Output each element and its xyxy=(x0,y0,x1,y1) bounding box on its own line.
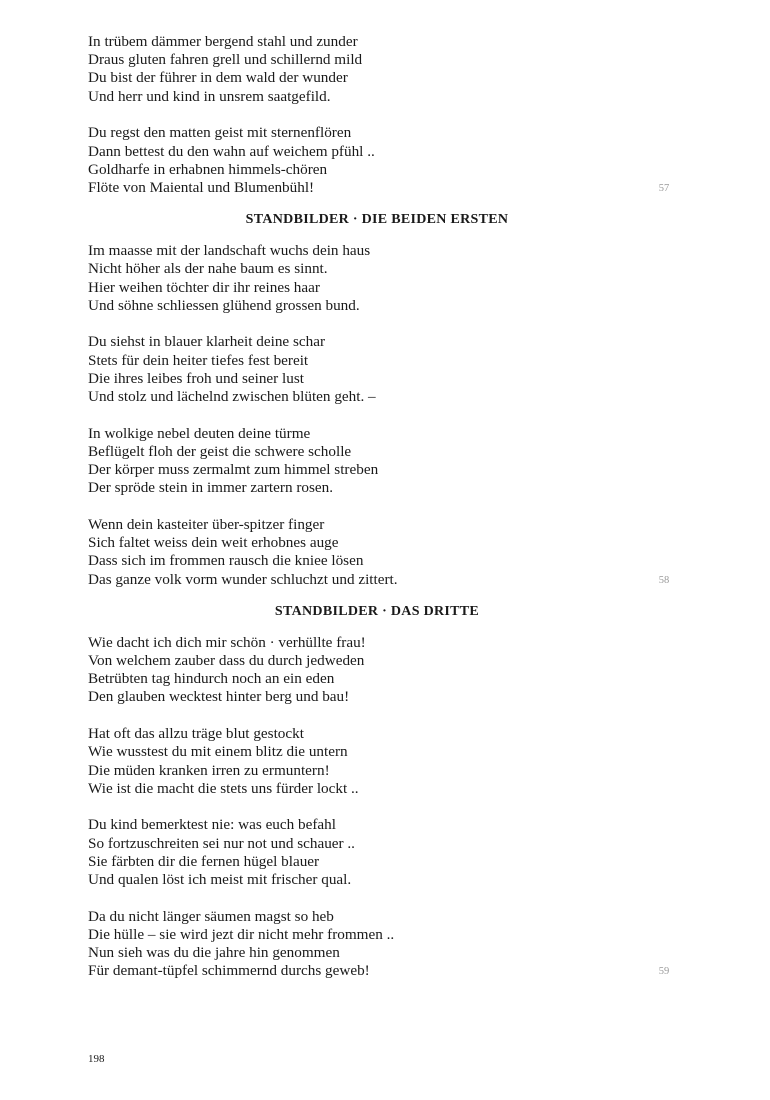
verse-line: Und qualen löst ich meist mit frischer qual. xyxy=(88,871,352,888)
verse-line: Dann bettest du den wahn auf weichem pfühl .. xyxy=(88,142,375,160)
page-number: 198 xyxy=(88,1053,105,1065)
verse-line: Betrübten tag hindurch noch an ein eden xyxy=(88,670,335,688)
poem-number: 59 xyxy=(658,966,670,978)
verse-line: Für demant-tüpfel schimmernd durchs geweb! xyxy=(88,962,370,980)
verse-line: Du bist der führer in dem wald der wunder xyxy=(88,69,348,87)
verse-line: Du siehst in blauer klarheit deine schar xyxy=(88,333,326,351)
verse-line: Sie färbten dir die fernen hügel blauer xyxy=(88,852,320,870)
verse-line: Das ganze volk vorm wunder schluchzt und zittert. xyxy=(88,570,398,588)
verse-line: Du kind bemerktest nie: was euch befahl xyxy=(88,816,336,834)
verse-line: Beflügelt floh der geist die schwere scholle xyxy=(88,442,352,460)
verse-line: Wenn dein kasteiter über-spitzer finger xyxy=(88,516,325,533)
verse-line: Nun sieh was du die jahre hin genommen xyxy=(88,944,340,962)
verse-line: In wolkige nebel deuten deine türme xyxy=(88,424,311,442)
verse-line: Und söhne schliessen glühend grossen bund. xyxy=(88,296,360,314)
verse-line: Die müden kranken irren zu ermuntern! xyxy=(88,761,330,779)
verse-line: Die ihres leibes froh und seiner lust xyxy=(88,369,304,387)
verse-line: Da du nicht länger säumen magst so heb xyxy=(88,907,334,925)
verse-line: Goldharfe in erhabnen himmels-chören xyxy=(88,160,328,178)
verse-line: Draus gluten fahren grell und schillernd mild xyxy=(88,51,363,69)
verse-line: Und herr und kind in unsrem saatgefild. xyxy=(88,87,331,105)
verse-line: Im maasse mit der landschaft wuchs dein haus xyxy=(88,242,371,260)
verse-line: Und stolz und lächelnd zwischen blüten geht. – xyxy=(88,388,376,405)
verse-line: Der spröde stein in immer zartern rosen. xyxy=(88,479,334,497)
verse-line: Flöte von Maiental und Blumenbühl! xyxy=(88,178,315,196)
poem-title: STANDBILDER · DAS DRITTE xyxy=(274,603,480,619)
verse-line: Stets für dein heiter tiefes fest bereit xyxy=(88,351,309,369)
poem-number: 58 xyxy=(658,574,670,586)
verse-line: Dass sich im frommen rausch die kniee lösen xyxy=(88,552,364,570)
verse-line: Die hülle – sie wird jezt dir nicht mehr frommen .. xyxy=(88,925,395,943)
verse-line: So fortzuschreiten sei nur not und schauer .. xyxy=(88,834,355,852)
verse-line: Sich faltet weiss dein weit erhobnes auge xyxy=(88,534,339,552)
verse-line: In trübem dämmer bergend stahl und zunder xyxy=(88,33,358,50)
verse-line: Den glauben wecktest hinter berg und bau! xyxy=(88,688,350,706)
verse-line: Hier weihen töchter dir ihr reines haar xyxy=(88,278,320,296)
poem-title: STANDBILDER · DIE BEIDEN ERSTEN xyxy=(245,212,509,228)
verse-line: Nicht höher als der nahe baum es sinnt. xyxy=(88,260,328,278)
verse-line: Du regst den matten geist mit sternenflören xyxy=(88,124,352,142)
verse-line: Hat oft das allzu träge blut gestockt xyxy=(88,725,304,743)
verse-line: Wie dacht ich dich mir schön · verhüllte frau! xyxy=(88,633,366,651)
verse-line: Wie ist die macht die stets uns fürder lockt .. xyxy=(88,779,359,797)
verse-line: Wie wusstest du mit einem blitz die untern xyxy=(88,743,348,761)
verse-line: Der körper muss zermalmt zum himmel streben xyxy=(88,461,379,479)
verse-line: Von welchem zauber dass du durch jedweden xyxy=(88,652,365,669)
poem-number: 57 xyxy=(658,182,670,194)
